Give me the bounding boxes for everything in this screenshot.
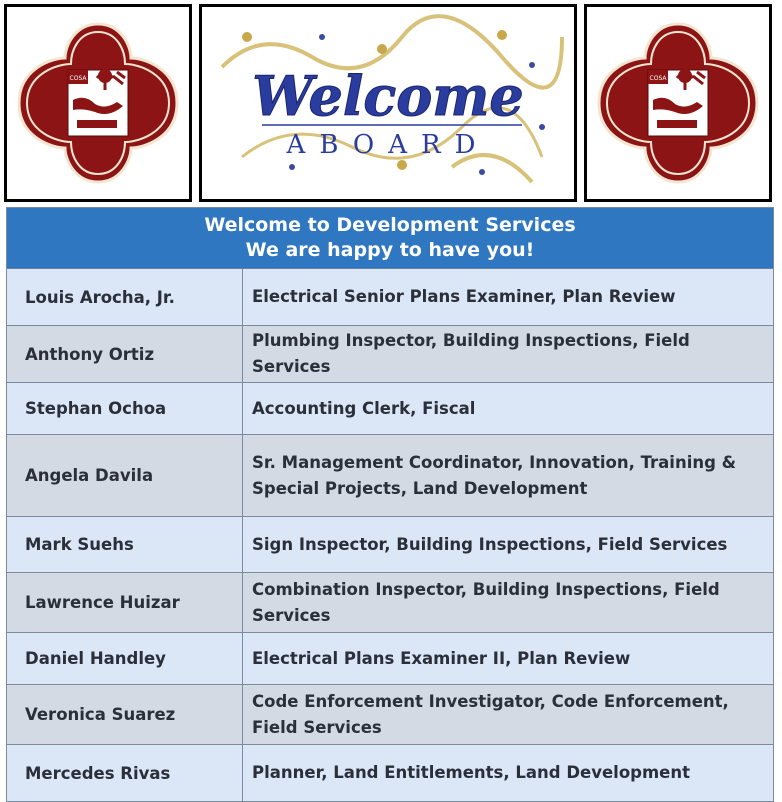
staff-name: Angela Davila (7, 435, 243, 516)
staff-role: Sr. Management Coordinator, Innovation, Training & Special Projects, Land Development (252, 452, 737, 498)
staff-name: Veronica Suarez (7, 685, 243, 744)
header-line-2: We are happy to have you! (245, 239, 535, 261)
cosa-logo-icon (13, 18, 183, 188)
staff-name: Louis Arocha, Jr. (7, 269, 243, 325)
cosa-logo-icon (593, 18, 763, 188)
header-line-1: Welcome to Development Services (204, 214, 576, 236)
logo-left (4, 4, 192, 202)
staff-name: Lawrence Huizar (7, 573, 243, 632)
table-row (7, 745, 773, 801)
table-row (7, 633, 773, 685)
staff-name: Daniel Handley (7, 633, 243, 684)
table-row (7, 383, 773, 435)
staff-name: Stephan Ochoa (7, 383, 243, 434)
staff-name: Mercedes Rivas (7, 745, 243, 801)
staff-role: Accounting Clerk, Fiscal (252, 398, 476, 418)
table-row (7, 326, 773, 383)
table-row (7, 517, 773, 573)
staff-name: Anthony Ortiz (7, 326, 243, 382)
logo-right-label: COSA (649, 75, 667, 82)
welcome-title: Welcome (252, 64, 524, 128)
staff-name: Mark Suehs (7, 517, 243, 572)
staff-role: Planner, Land Entitlements, Land Development (252, 763, 690, 782)
staff-role: Electrical Senior Plans Examiner, Plan Review (252, 287, 676, 306)
logo-right (584, 4, 772, 202)
staff-role: Plumbing Inspector, Building Inspections, Field Services (252, 331, 690, 376)
staff-role: Electrical Plans Examiner II, Plan Review (252, 648, 631, 668)
table-row (7, 435, 773, 517)
welcome-banner (4, 4, 778, 204)
staff-role: Code Enforcement Investigator, Code Enforcement, Field Services (252, 691, 729, 737)
staff-role: Sign Inspector, Building Inspections, Field Services (252, 534, 728, 554)
table-header (7, 208, 773, 269)
new-staff-table (6, 207, 774, 802)
welcome-subtitle: ABOARD (286, 130, 490, 160)
table-row (7, 573, 773, 633)
table-row (7, 269, 773, 326)
staff-role: Combination Inspector, Building Inspections, Field Services (252, 579, 720, 625)
welcome-aboard-graphic (199, 4, 577, 202)
logo-left-label: COSA (69, 75, 87, 82)
table-row (7, 685, 773, 745)
